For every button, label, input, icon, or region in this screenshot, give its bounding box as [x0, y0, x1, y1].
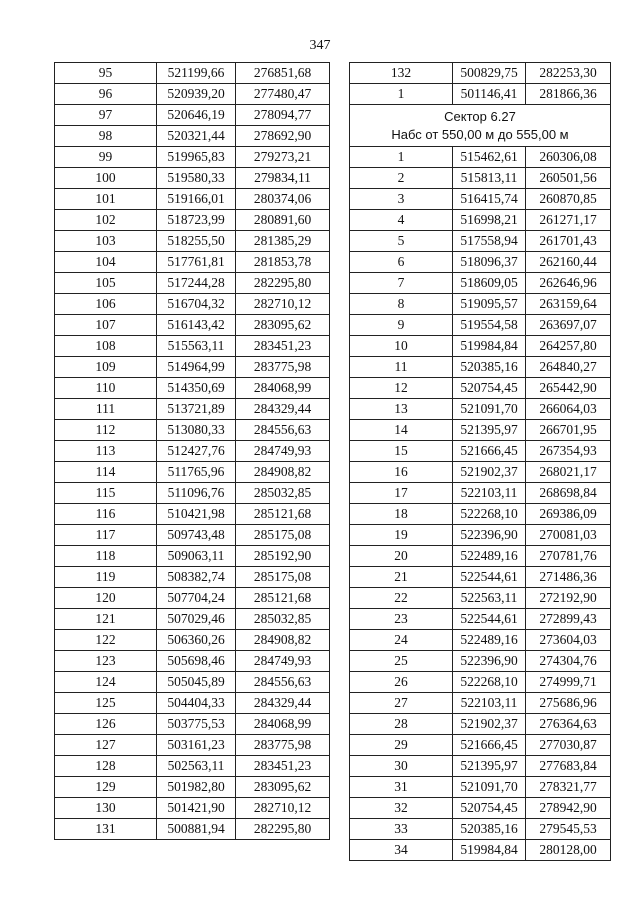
point-number-cell: 26 [350, 672, 453, 693]
y-coordinate-cell: 284556,63 [236, 420, 330, 441]
point-number-cell: 118 [55, 546, 157, 567]
y-coordinate-cell: 285175,08 [236, 525, 330, 546]
x-coordinate-cell: 522396,90 [453, 651, 526, 672]
x-coordinate-cell: 515813,11 [453, 168, 526, 189]
x-coordinate-cell: 518255,50 [157, 231, 236, 252]
table-row [350, 735, 611, 756]
table-row [55, 147, 330, 168]
x-coordinate-cell: 509743,48 [157, 525, 236, 546]
point-number-cell: 11 [350, 357, 453, 378]
table-row [55, 84, 330, 105]
point-number-cell: 30 [350, 756, 453, 777]
table-row [55, 756, 330, 777]
y-coordinate-cell: 284749,93 [236, 651, 330, 672]
y-coordinate-cell: 273604,03 [526, 630, 611, 651]
point-number-cell: 106 [55, 294, 157, 315]
point-number-cell: 18 [350, 504, 453, 525]
y-coordinate-cell: 284749,93 [236, 441, 330, 462]
table-row [350, 210, 611, 231]
y-coordinate-cell: 284329,44 [236, 399, 330, 420]
table-row [55, 798, 330, 819]
x-coordinate-cell: 520754,45 [453, 378, 526, 399]
point-number-cell: 13 [350, 399, 453, 420]
point-number-cell: 128 [55, 756, 157, 777]
point-number-cell: 9 [350, 315, 453, 336]
point-number-cell: 124 [55, 672, 157, 693]
x-coordinate-cell: 521199,66 [157, 63, 236, 84]
table-row [55, 630, 330, 651]
table-row [55, 189, 330, 210]
point-number-cell: 120 [55, 588, 157, 609]
point-number-cell: 24 [350, 630, 453, 651]
table-row [350, 504, 611, 525]
y-coordinate-cell: 278692,90 [236, 126, 330, 147]
y-coordinate-cell: 285192,90 [236, 546, 330, 567]
y-coordinate-cell: 284329,44 [236, 693, 330, 714]
table-row [55, 105, 330, 126]
x-coordinate-cell: 519984,84 [453, 840, 526, 861]
table-row [55, 462, 330, 483]
y-coordinate-cell: 269386,09 [526, 504, 611, 525]
table-row [55, 777, 330, 798]
x-coordinate-cell: 521666,45 [453, 735, 526, 756]
y-coordinate-cell: 284908,82 [236, 462, 330, 483]
x-coordinate-cell: 522544,61 [453, 609, 526, 630]
table-row [55, 693, 330, 714]
y-coordinate-cell: 277480,47 [236, 84, 330, 105]
y-coordinate-cell: 278321,77 [526, 777, 611, 798]
x-coordinate-cell: 515563,11 [157, 336, 236, 357]
y-coordinate-cell: 279273,21 [236, 147, 330, 168]
point-number-cell: 33 [350, 819, 453, 840]
table-row [55, 378, 330, 399]
point-number-cell: 105 [55, 273, 157, 294]
y-coordinate-cell: 281866,36 [526, 84, 611, 105]
x-coordinate-cell: 519166,01 [157, 189, 236, 210]
point-number-cell: 5 [350, 231, 453, 252]
point-number-cell: 101 [55, 189, 157, 210]
x-coordinate-cell: 522268,10 [453, 504, 526, 525]
point-number-cell: 123 [55, 651, 157, 672]
y-coordinate-cell: 280891,60 [236, 210, 330, 231]
y-coordinate-cell: 274304,76 [526, 651, 611, 672]
table-row [55, 651, 330, 672]
x-coordinate-cell: 522489,16 [453, 546, 526, 567]
x-coordinate-cell: 505698,46 [157, 651, 236, 672]
point-number-cell: 21 [350, 567, 453, 588]
x-coordinate-cell: 519095,57 [453, 294, 526, 315]
x-coordinate-cell: 504404,33 [157, 693, 236, 714]
table-row [55, 273, 330, 294]
x-coordinate-cell: 522489,16 [453, 630, 526, 651]
coordinates-table-right [349, 62, 611, 861]
y-coordinate-cell: 275686,96 [526, 693, 611, 714]
x-coordinate-cell: 522103,11 [453, 693, 526, 714]
table-row [350, 147, 611, 168]
table-row [350, 252, 611, 273]
y-coordinate-cell: 284068,99 [236, 714, 330, 735]
y-coordinate-cell: 282253,30 [526, 63, 611, 84]
x-coordinate-cell: 507029,46 [157, 609, 236, 630]
point-number-cell: 19 [350, 525, 453, 546]
point-number-cell: 115 [55, 483, 157, 504]
y-coordinate-cell: 279834,11 [236, 168, 330, 189]
y-coordinate-cell: 270781,76 [526, 546, 611, 567]
point-number-cell: 130 [55, 798, 157, 819]
y-coordinate-cell: 260306,08 [526, 147, 611, 168]
y-coordinate-cell: 272192,90 [526, 588, 611, 609]
y-coordinate-cell: 272899,43 [526, 609, 611, 630]
y-coordinate-cell: 282295,80 [236, 819, 330, 840]
table-row [55, 294, 330, 315]
table-row [350, 168, 611, 189]
table-row [350, 357, 611, 378]
x-coordinate-cell: 519580,33 [157, 168, 236, 189]
table-row [55, 504, 330, 525]
table-row [350, 315, 611, 336]
x-coordinate-cell: 522396,90 [453, 525, 526, 546]
point-number-cell: 111 [55, 399, 157, 420]
table-row [350, 819, 611, 840]
y-coordinate-cell: 284908,82 [236, 630, 330, 651]
y-coordinate-cell: 261271,17 [526, 210, 611, 231]
x-coordinate-cell: 521902,37 [453, 462, 526, 483]
point-number-cell: 16 [350, 462, 453, 483]
x-coordinate-cell: 518723,99 [157, 210, 236, 231]
table-row [350, 714, 611, 735]
point-number-cell: 110 [55, 378, 157, 399]
x-coordinate-cell: 522268,10 [453, 672, 526, 693]
x-coordinate-cell: 505045,89 [157, 672, 236, 693]
point-number-cell: 102 [55, 210, 157, 231]
table-row [350, 756, 611, 777]
y-coordinate-cell: 283451,23 [236, 756, 330, 777]
table-row [55, 525, 330, 546]
x-coordinate-cell: 517558,94 [453, 231, 526, 252]
point-number-cell: 95 [55, 63, 157, 84]
y-coordinate-cell: 283451,23 [236, 336, 330, 357]
y-coordinate-cell: 278942,90 [526, 798, 611, 819]
point-number-cell: 8 [350, 294, 453, 315]
x-coordinate-cell: 521395,97 [453, 420, 526, 441]
point-number-cell: 28 [350, 714, 453, 735]
point-number-cell: 100 [55, 168, 157, 189]
y-coordinate-cell: 281385,29 [236, 231, 330, 252]
x-coordinate-cell: 521902,37 [453, 714, 526, 735]
y-coordinate-cell: 285032,85 [236, 609, 330, 630]
point-number-cell: 121 [55, 609, 157, 630]
x-coordinate-cell: 511765,96 [157, 462, 236, 483]
x-coordinate-cell: 509063,11 [157, 546, 236, 567]
x-coordinate-cell: 512427,76 [157, 441, 236, 462]
y-coordinate-cell: 285032,85 [236, 483, 330, 504]
point-number-cell: 20 [350, 546, 453, 567]
point-number-cell: 4 [350, 210, 453, 231]
x-coordinate-cell: 518609,05 [453, 273, 526, 294]
table-row [55, 252, 330, 273]
point-number-cell: 104 [55, 252, 157, 273]
x-coordinate-cell: 522103,11 [453, 483, 526, 504]
y-coordinate-cell: 278094,77 [236, 105, 330, 126]
point-number-cell: 131 [55, 819, 157, 840]
table-row [55, 483, 330, 504]
x-coordinate-cell: 515462,61 [453, 147, 526, 168]
table-row [350, 693, 611, 714]
y-coordinate-cell: 277030,87 [526, 735, 611, 756]
y-coordinate-cell: 262160,44 [526, 252, 611, 273]
table-row [350, 609, 611, 630]
table-row [55, 168, 330, 189]
point-number-cell: 1 [350, 84, 453, 105]
x-coordinate-cell: 510421,98 [157, 504, 236, 525]
point-number-cell: 117 [55, 525, 157, 546]
point-number-cell: 22 [350, 588, 453, 609]
point-number-cell: 103 [55, 231, 157, 252]
table-row [55, 231, 330, 252]
table-row [350, 840, 611, 861]
x-coordinate-cell: 513080,33 [157, 420, 236, 441]
table-row [55, 735, 330, 756]
y-coordinate-cell: 279545,53 [526, 819, 611, 840]
x-coordinate-cell: 521666,45 [453, 441, 526, 462]
point-number-cell: 107 [55, 315, 157, 336]
x-coordinate-cell: 516704,32 [157, 294, 236, 315]
y-coordinate-cell: 283775,98 [236, 357, 330, 378]
table-row [55, 714, 330, 735]
table-row [350, 63, 611, 84]
point-number-cell: 34 [350, 840, 453, 861]
y-coordinate-cell: 284556,63 [236, 672, 330, 693]
point-number-cell: 99 [55, 147, 157, 168]
table-row [350, 777, 611, 798]
x-coordinate-cell: 520321,44 [157, 126, 236, 147]
point-number-cell: 119 [55, 567, 157, 588]
point-number-cell: 122 [55, 630, 157, 651]
y-coordinate-cell: 276851,68 [236, 63, 330, 84]
table-row [350, 525, 611, 546]
x-coordinate-cell: 518096,37 [453, 252, 526, 273]
x-coordinate-cell: 517761,81 [157, 252, 236, 273]
y-coordinate-cell: 277683,84 [526, 756, 611, 777]
x-coordinate-cell: 521091,70 [453, 777, 526, 798]
point-number-cell: 10 [350, 336, 453, 357]
y-coordinate-cell: 282710,12 [236, 798, 330, 819]
point-number-cell: 125 [55, 693, 157, 714]
table-row [350, 462, 611, 483]
x-coordinate-cell: 520385,16 [453, 357, 526, 378]
point-number-cell: 132 [350, 63, 453, 84]
y-coordinate-cell: 264840,27 [526, 357, 611, 378]
point-number-cell: 126 [55, 714, 157, 735]
x-coordinate-cell: 507704,24 [157, 588, 236, 609]
table-row [350, 84, 611, 105]
y-coordinate-cell: 270081,03 [526, 525, 611, 546]
table-row [55, 315, 330, 336]
y-coordinate-cell: 284068,99 [236, 378, 330, 399]
y-coordinate-cell: 274999,71 [526, 672, 611, 693]
table-row [55, 588, 330, 609]
x-coordinate-cell: 522563,11 [453, 588, 526, 609]
point-number-cell: 7 [350, 273, 453, 294]
x-coordinate-cell: 519965,83 [157, 147, 236, 168]
point-number-cell: 3 [350, 189, 453, 210]
y-coordinate-cell: 285121,68 [236, 504, 330, 525]
sector-subtitle: Набс от 550,00 м до 555,00 м [391, 126, 569, 142]
point-number-cell: 108 [55, 336, 157, 357]
point-number-cell: 14 [350, 420, 453, 441]
y-coordinate-cell: 282710,12 [236, 294, 330, 315]
table-row [350, 231, 611, 252]
table-row [55, 126, 330, 147]
table-row [350, 798, 611, 819]
x-coordinate-cell: 516415,74 [453, 189, 526, 210]
x-coordinate-cell: 503775,53 [157, 714, 236, 735]
table-row [55, 546, 330, 567]
table-row [350, 378, 611, 399]
table-row [350, 483, 611, 504]
x-coordinate-cell: 521395,97 [453, 756, 526, 777]
x-coordinate-cell: 501146,41 [453, 84, 526, 105]
x-coordinate-cell: 500829,75 [453, 63, 526, 84]
y-coordinate-cell: 260870,85 [526, 189, 611, 210]
table-row [55, 819, 330, 840]
point-number-cell: 96 [55, 84, 157, 105]
point-number-cell: 97 [55, 105, 157, 126]
table-row [55, 336, 330, 357]
point-number-cell: 32 [350, 798, 453, 819]
point-number-cell: 6 [350, 252, 453, 273]
y-coordinate-cell: 280128,00 [526, 840, 611, 861]
point-number-cell: 113 [55, 441, 157, 462]
table-row [55, 357, 330, 378]
table-row [350, 294, 611, 315]
x-coordinate-cell: 514350,69 [157, 378, 236, 399]
x-coordinate-cell: 501421,90 [157, 798, 236, 819]
y-coordinate-cell: 267354,93 [526, 441, 611, 462]
y-coordinate-cell: 281853,78 [236, 252, 330, 273]
x-coordinate-cell: 513721,89 [157, 399, 236, 420]
y-coordinate-cell: 283775,98 [236, 735, 330, 756]
y-coordinate-cell: 265442,90 [526, 378, 611, 399]
point-number-cell: 31 [350, 777, 453, 798]
y-coordinate-cell: 262646,96 [526, 273, 611, 294]
x-coordinate-cell: 508382,74 [157, 567, 236, 588]
y-coordinate-cell: 263159,64 [526, 294, 611, 315]
table-row [55, 420, 330, 441]
table-row [350, 441, 611, 462]
x-coordinate-cell: 516143,42 [157, 315, 236, 336]
y-coordinate-cell: 282295,80 [236, 273, 330, 294]
table-row [350, 420, 611, 441]
x-coordinate-cell: 500881,94 [157, 819, 236, 840]
point-number-cell: 25 [350, 651, 453, 672]
y-coordinate-cell: 268021,17 [526, 462, 611, 483]
y-coordinate-cell: 271486,36 [526, 567, 611, 588]
table-row [55, 567, 330, 588]
sector-title: Сектор 6.27 [444, 108, 516, 124]
point-number-cell: 127 [55, 735, 157, 756]
table-row [350, 399, 611, 420]
table-row [55, 210, 330, 231]
point-number-cell: 17 [350, 483, 453, 504]
y-coordinate-cell: 268698,84 [526, 483, 611, 504]
y-coordinate-cell: 266064,03 [526, 399, 611, 420]
y-coordinate-cell: 263697,07 [526, 315, 611, 336]
table-row [350, 546, 611, 567]
y-coordinate-cell: 283095,62 [236, 315, 330, 336]
x-coordinate-cell: 519554,58 [453, 315, 526, 336]
y-coordinate-cell: 266701,95 [526, 420, 611, 441]
table-row [350, 651, 611, 672]
y-coordinate-cell: 285121,68 [236, 588, 330, 609]
x-coordinate-cell: 520646,19 [157, 105, 236, 126]
x-coordinate-cell: 522544,61 [453, 567, 526, 588]
table-row [350, 588, 611, 609]
x-coordinate-cell: 514964,99 [157, 357, 236, 378]
point-number-cell: 2 [350, 168, 453, 189]
x-coordinate-cell: 501982,80 [157, 777, 236, 798]
y-coordinate-cell: 260501,56 [526, 168, 611, 189]
point-number-cell: 27 [350, 693, 453, 714]
table-row [55, 63, 330, 84]
point-number-cell: 129 [55, 777, 157, 798]
point-number-cell: 114 [55, 462, 157, 483]
y-coordinate-cell: 264257,80 [526, 336, 611, 357]
table-row [55, 441, 330, 462]
sector-header-row [350, 105, 611, 147]
point-number-cell: 12 [350, 378, 453, 399]
table-row [350, 189, 611, 210]
x-coordinate-cell: 511096,76 [157, 483, 236, 504]
x-coordinate-cell: 519984,84 [453, 336, 526, 357]
point-number-cell: 15 [350, 441, 453, 462]
x-coordinate-cell: 502563,11 [157, 756, 236, 777]
table-row [55, 399, 330, 420]
table-row [350, 567, 611, 588]
y-coordinate-cell: 280374,06 [236, 189, 330, 210]
x-coordinate-cell: 520754,45 [453, 798, 526, 819]
table-row [350, 273, 611, 294]
x-coordinate-cell: 521091,70 [453, 399, 526, 420]
sector-header [350, 105, 611, 147]
y-coordinate-cell: 276364,63 [526, 714, 611, 735]
point-number-cell: 29 [350, 735, 453, 756]
point-number-cell: 23 [350, 609, 453, 630]
point-number-cell: 112 [55, 420, 157, 441]
x-coordinate-cell: 520939,20 [157, 84, 236, 105]
point-number-cell: 1 [350, 147, 453, 168]
table-row [55, 609, 330, 630]
x-coordinate-cell: 520385,16 [453, 819, 526, 840]
table-row [350, 630, 611, 651]
point-number-cell: 98 [55, 126, 157, 147]
x-coordinate-cell: 516998,21 [453, 210, 526, 231]
table-row [55, 672, 330, 693]
point-number-cell: 116 [55, 504, 157, 525]
table-row [350, 672, 611, 693]
table-row [350, 336, 611, 357]
y-coordinate-cell: 285175,08 [236, 567, 330, 588]
y-coordinate-cell: 283095,62 [236, 777, 330, 798]
coordinates-table-left [54, 62, 330, 840]
x-coordinate-cell: 503161,23 [157, 735, 236, 756]
x-coordinate-cell: 517244,28 [157, 273, 236, 294]
point-number-cell: 109 [55, 357, 157, 378]
y-coordinate-cell: 261701,43 [526, 231, 611, 252]
page-number: 347 [309, 38, 331, 53]
x-coordinate-cell: 506360,26 [157, 630, 236, 651]
